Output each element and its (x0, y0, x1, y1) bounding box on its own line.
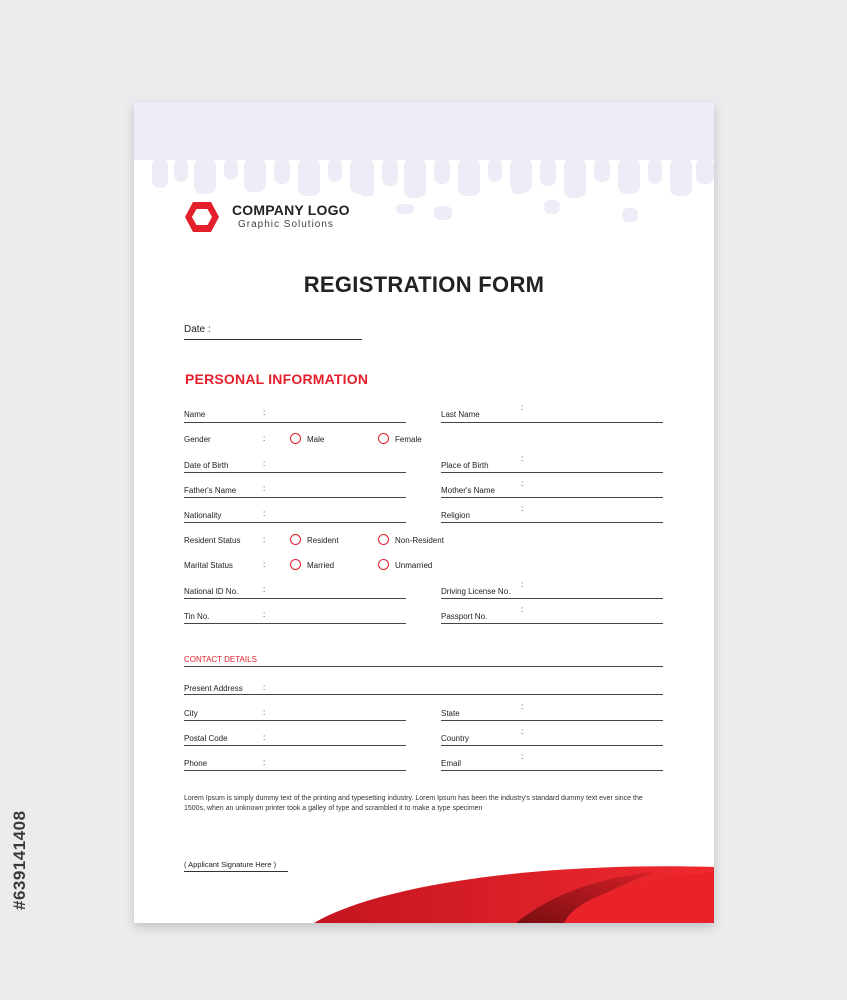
last-name-field[interactable] (441, 422, 663, 423)
phone-field[interactable] (184, 770, 406, 771)
colon: : (263, 434, 266, 443)
place-of-birth-label: Place of Birth (441, 461, 489, 470)
name-field[interactable] (184, 422, 406, 423)
colon: : (263, 535, 266, 544)
fathers-name-field[interactable] (184, 497, 406, 498)
form-sheet (134, 102, 714, 923)
colon: : (263, 683, 266, 692)
phone-label: Phone (184, 759, 208, 768)
applicant-signature-label: ( Applicant Signature Here ) (184, 860, 277, 869)
tin-no-field[interactable] (184, 623, 406, 624)
passport-no-label: Passport No. (441, 612, 488, 621)
colon: : (263, 610, 266, 619)
driving-license-label: Driving License No. (441, 587, 511, 596)
postal-code-label: Postal Code (184, 734, 228, 743)
present-address-label: Present Address (184, 684, 243, 693)
resident-status-label: Resident Status (184, 536, 241, 545)
contact-divider (184, 666, 663, 667)
company-tagline: Graphic Solutions (238, 219, 334, 230)
colon: : (521, 752, 524, 761)
city-label: City (184, 709, 198, 718)
non-resident-label: Non-Resident (395, 536, 444, 545)
national-id-field[interactable] (184, 598, 406, 599)
passport-no-field[interactable] (441, 623, 663, 624)
colon: : (263, 585, 266, 594)
driving-license-field[interactable] (441, 598, 663, 599)
colon: : (263, 484, 266, 493)
gender-label: Gender (184, 435, 211, 444)
colon: : (521, 605, 524, 614)
tin-no-label: Tin No. (184, 612, 210, 621)
gender-female-label: Female (395, 435, 422, 444)
non-resident-radio[interactable] (378, 534, 389, 545)
last-name-label: Last Name (441, 410, 480, 419)
stock-image-id: #639141408 (10, 810, 29, 910)
date-of-birth-label: Date of Birth (184, 461, 229, 470)
colon: : (263, 459, 266, 468)
company-logo-name: COMPANY LOGO (232, 202, 350, 218)
contact-details-heading: CONTACT DETAILS (184, 655, 257, 664)
married-label: Married (307, 561, 335, 570)
email-label: Email (441, 759, 462, 768)
date-input-line[interactable] (184, 339, 362, 340)
gender-male-radio[interactable] (290, 433, 301, 444)
country-label: Country (441, 734, 470, 743)
national-id-label: National ID No. (184, 587, 239, 596)
signature-line[interactable] (184, 871, 288, 872)
mothers-name-field[interactable] (441, 497, 663, 498)
resident-radio[interactable] (290, 534, 301, 545)
colon: : (521, 403, 524, 412)
city-field[interactable] (184, 720, 406, 721)
bottom-red-wave (314, 866, 714, 923)
personal-information-heading: PERSONAL INFORMATION (185, 371, 369, 387)
colon: : (521, 580, 524, 589)
nationality-label: Nationality (184, 511, 222, 520)
religion-field[interactable] (441, 522, 663, 523)
resident-label: Resident (307, 536, 339, 545)
colon: : (521, 479, 524, 488)
postal-code-field[interactable] (184, 745, 406, 746)
married-radio[interactable] (290, 559, 301, 570)
hexagon-logo-icon (184, 200, 220, 234)
present-address-field[interactable] (184, 694, 663, 695)
colon: : (263, 408, 266, 417)
gender-male-label: Male (307, 435, 325, 444)
form-title: REGISTRATION FORM (303, 272, 545, 297)
colon: : (263, 708, 266, 717)
state-field[interactable] (441, 720, 663, 721)
colon: : (521, 504, 524, 513)
colon: : (521, 727, 524, 736)
email-field[interactable] (441, 770, 663, 771)
unmarried-label: Unmarried (395, 561, 433, 570)
colon: : (263, 733, 266, 742)
colon: : (263, 509, 266, 518)
gender-female-radio[interactable] (378, 433, 389, 444)
name-label: Name (184, 410, 206, 419)
company-logo (184, 200, 350, 234)
mothers-name-label: Mother's Name (441, 486, 495, 495)
colon: : (263, 758, 266, 767)
date-of-birth-field[interactable] (184, 472, 406, 473)
place-of-birth-field[interactable] (441, 472, 663, 473)
unmarried-radio[interactable] (378, 559, 389, 570)
marital-status-label: Marital Status (184, 561, 233, 570)
fathers-name-label: Father's Name (184, 486, 237, 495)
nationality-field[interactable] (184, 522, 406, 523)
religion-label: Religion (441, 511, 470, 520)
colon: : (263, 560, 266, 569)
state-label: State (441, 709, 460, 718)
date-label: Date : (184, 324, 211, 335)
country-field[interactable] (441, 745, 663, 746)
colon: : (521, 454, 524, 463)
colon: : (521, 702, 524, 711)
disclaimer-text: Lorem Ipsum is simply dummy text of the printing and typesetting industry. Lorem Ipsum has been the industry's standard dummy text ever since the 1500s, when an unknown printer took a galley of type and scrambled it to make a type specimen (184, 795, 643, 812)
